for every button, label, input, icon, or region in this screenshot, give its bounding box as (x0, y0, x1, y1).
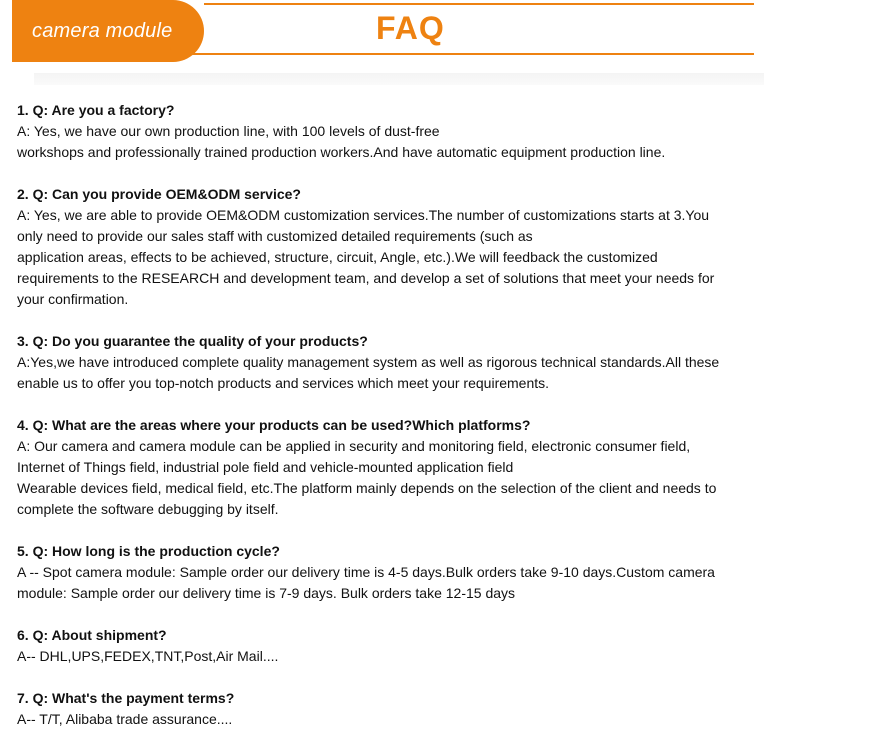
faq-question: 3. Q: Do you guarantee the quality of your products? (17, 333, 368, 349)
banner-top-rule (204, 3, 754, 5)
faq-answer-line: complete the software debugging by itself. (17, 501, 279, 517)
faq-answer-line: enable us to offer you top-notch products and services which meet your requirements. (17, 375, 550, 391)
faq-answer-line: workshops and professionally trained production workers.And have automatic equipment production line. (17, 144, 666, 160)
faq-item (17, 184, 767, 310)
faq-answer-line: Wearable devices field, medical field, etc.The platform mainly depends on the selection of the client and needs to (17, 480, 717, 496)
faq-question: 6. Q: About shipment? (17, 627, 167, 643)
faq-answer-line: A:Yes,we have introduced complete quality management system as well as rigorous technical standards.All these (17, 354, 720, 370)
category-tab-label: camera module (32, 19, 173, 42)
faq-question: 5. Q: How long is the production cycle? (17, 543, 280, 559)
faq-item (17, 541, 767, 604)
faq-answer-line: A: Yes, we have our own production line, with 100 levels of dust-free (17, 123, 440, 139)
faq-item (17, 415, 767, 520)
faq-question: 2. Q: Can you provide OEM&ODM service? (17, 186, 301, 202)
faq-answer-line: requirements to the RESEARCH and development team, and develop a set of solutions that meet your needs for (17, 270, 715, 286)
faq-question: 1. Q: Are you a factory? (17, 102, 175, 118)
faq-answer-line: A: Yes, we are able to provide OEM&ODM customization services.The number of customizations starts at 3.You (17, 207, 710, 223)
faq-answer-line: A: Our camera and camera module can be applied in security and monitoring field, electronic consumer field, (17, 438, 691, 454)
faq-item (17, 331, 767, 394)
faq-answer-line: A-- DHL,UPS,FEDEX,TNT,Post,Air Mail.... (17, 648, 279, 664)
faq-item (17, 100, 767, 163)
faq-item (17, 625, 767, 667)
faq-question: 7. Q: What's the payment terms? (17, 690, 235, 706)
faq-answer-line: application areas, effects to be achieved, structure, circuit, Angle, etc.).We will feedback the customized (17, 249, 658, 265)
faq-answer-line: A -- Spot camera module: Sample order our delivery time is 4-5 days.Bulk orders take 9-10 days.Custom camera (17, 564, 715, 580)
faq-answer-line: only need to provide our sales staff with customized detailed requirements (such as (17, 228, 533, 244)
faq-answer-line: Internet of Things field, industrial pole field and vehicle-mounted application field (17, 459, 514, 475)
faq-answer-line: module: Sample order our delivery time is 7-9 days. Bulk orders take 12-15 days (17, 585, 516, 601)
faq-answer-line: A-- T/T, Alibaba trade assurance.... (17, 711, 233, 727)
faq-list (17, 100, 767, 751)
page-title: FAQ (376, 10, 445, 46)
banner-bottom-rule (12, 53, 754, 55)
faq-question: 4. Q: What are the areas where your products can be used?Which platforms? (17, 417, 531, 433)
faq-answer-line: your confirmation. (17, 291, 129, 307)
banner-shadow (34, 73, 764, 85)
faq-item (17, 688, 767, 730)
faq-banner (0, 0, 876, 90)
